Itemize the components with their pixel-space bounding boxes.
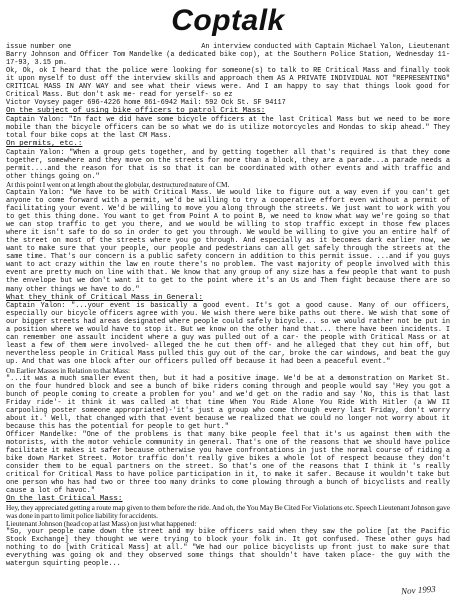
section-note: At this point I went on at length about the globular, destructured nature of CM. bbox=[6, 179, 230, 189]
section-heading: On the subject of using bike officers to patrol Crit Mass: bbox=[6, 107, 266, 116]
section-note: Hey, they appreciated getting a route map given to them before the ride. And oh, the You May Be Cited For Violations etc. Speech Lieutenant Johnson gave was done in part to limit police liability for accidents. bbox=[6, 502, 450, 520]
issue-label: issue number one bbox=[6, 43, 72, 51]
intro-right: An interview conducted with Captain Michael Yalon, Lieutenant bbox=[201, 43, 450, 51]
intro-paragraph: Ok, Ok, ok I heard that the police were looking for someone(s) to talk to RE Critical Mass and finally took it upon myself to dust off the interview skills and approach them AS A PRIVATE INDIVIDUAL NOT "REPRESENTING" CRITICAL MASS IN ANY WAY and see what their views were. And I am happy to say that things look good for Critical Mass. But don't ask me- read for yerself- so ez bbox=[6, 67, 450, 100]
section-paragraph: Captain Yalon: "In fact we did have some bicycle officers at the last Critical Mass but we need to be more mobile than the bicycle officers can be so what we do is utilize motorcycles and Hondas to skip ahead." They total four bike cops at the last CM Mass. bbox=[6, 115, 450, 141]
document-page bbox=[6, 0, 450, 599]
meta-line bbox=[6, 43, 450, 51]
section-paragraph: "...it was a much smaller event then, but it had a positive image. We'd be at a demonstration on Market St. on the four hundred block and see a bunch of bike riders coming through and people would say 'Hey you got a bunch of people coming to create a problem for you' and we'd get on the radio and say 'No, this is that last Friday ride'- it think it was called at that time When You Ride Alone You Ride With Hitler (a WW II carpooling poster someone appropriated)-'it's just a group who come through every last Friday, don't worry about it.' Well, that changed with that event because we realized that we could no longer not worry about it because this has the potential for people to get hurt." bbox=[6, 374, 450, 431]
section-paragraph: "So, your people came down the street and my bike officers said when they saw the police [at the Pacific Stock Exchange] they thought we were trying to block your folk in. It got confused. These other guys had nothing to do [with Critical Mass] at all." "We had our police bicyclists up front just to make sure that everything was going ok and they observed some things that shouldn't have taken place- the guy with the watergun squirting people... bbox=[6, 528, 450, 569]
intro-continuation: Barry Johnson and Officer Tom Mandelke (a dedicated bike cop), at the Southern Police Station, Wednesday 11-17-93, 3.15 pm. bbox=[6, 51, 450, 68]
article-body bbox=[6, 43, 450, 568]
section-note: Lieutenant Johnson (head cop at last Mass) on just what happened: bbox=[6, 518, 197, 528]
section-note: On Earlier Masses in Relation to that Mass: bbox=[6, 365, 130, 375]
section-paragraph: Captain Yalon: "...your event is basically a good event. It's got a good cause. Many of our officers, especially our bicycle officers agree with you. We wish there were bike paths out there. We wish that some of our bigger streets had areas designated where people could safely bicycle... so we would rather not be put in a position where we would have to stop it. But we know on the other hand that... there have been incidents. I can remember one assault incident where a guy was pulled out of a car- the people with Critical Mass or at least a few of them were involved- alleged the he cut them off- and he alleged that they cut him off, but nevertheless people in Critical Mass pulled this guy out of the car, broke the car windows, and beat the guy up. And that was one block after our officers pulled off because it had been a peaceful event." bbox=[6, 302, 450, 367]
handwritten-date: Nov 1993 bbox=[400, 583, 437, 597]
section-paragraph: Captain Yalon: "We have to be with Critical Mass. We would like to figure out a way even if you can't get anyone to come forward with a permit, we'd be willing to try a cooperative effort even without a permit of facilitating your event. We'd be willing to move you along through the streets. We just want to work with you to get this thing done. You want to get from Point A to point B, we need to know what way we're going so that we can stop traffic to get you there, and we would be willing to stop traffic except in those few places where it isn't safe to do so in order to get you through. We would be willing to give you an entire half of the street on most of the streets where you go through. And especially as it becomes dark earlier now, we want to make sure that your people, our people and pedestrians can all get safely through the streets at the same time. That's our concern is a public safety concern in addition to this permit issue. ...and if you guys want to act crazy within the law en route there's no problem. The vast majority of people involved with this event are pretty much on line with that. We know that any group of any size has a few people that want to push the envelope but we don't want it to get to the point where it's an Us and Them fight because there are so many other things we have to do." bbox=[6, 188, 450, 294]
masthead-title: Coptalk bbox=[171, 4, 285, 37]
section-paragraph: Captain Yalon: "When a group gets together, and by getting together all that's required is that they come together, somewhere and they move on the streets for more than a block, they are a parade...a parade needs a permit....and the reason for that is so that it can be coordinated with other events and with traffic and other things going on." bbox=[6, 148, 450, 181]
section-heading: What they think of Critical Mass in General: bbox=[6, 293, 204, 302]
section-heading: On permits, etc.: bbox=[6, 140, 83, 149]
section-paragraph: Officer Mandelke: "One of the problems is that many bike people feel that it's us against them with the motorists, with the motor vehicle community in general. That's one of the reasons that we should have police facilitate it makes it safer because otherwise you have confrontations in just the normal course of riding a bike down Market Street. Motor traffic don't really give bikes a whole lot of respect because they don't consider them to be equal partners on the street. So that's one of the reasons that I think it 's really critical for Critical Mass to have police participation in it, to make it safer. Because it wouldn't take but one person who has had two or three too many drinks to come plowing through a bunch of bicyclists and really cause a lot of havoc." bbox=[6, 430, 450, 496]
section-heading: On the last Critical Mass: bbox=[6, 495, 123, 504]
contact-line: Victor Voysey pager 696-4226 home 861-6942 Mail: 592 Ock St. SF 94117 bbox=[6, 99, 286, 108]
